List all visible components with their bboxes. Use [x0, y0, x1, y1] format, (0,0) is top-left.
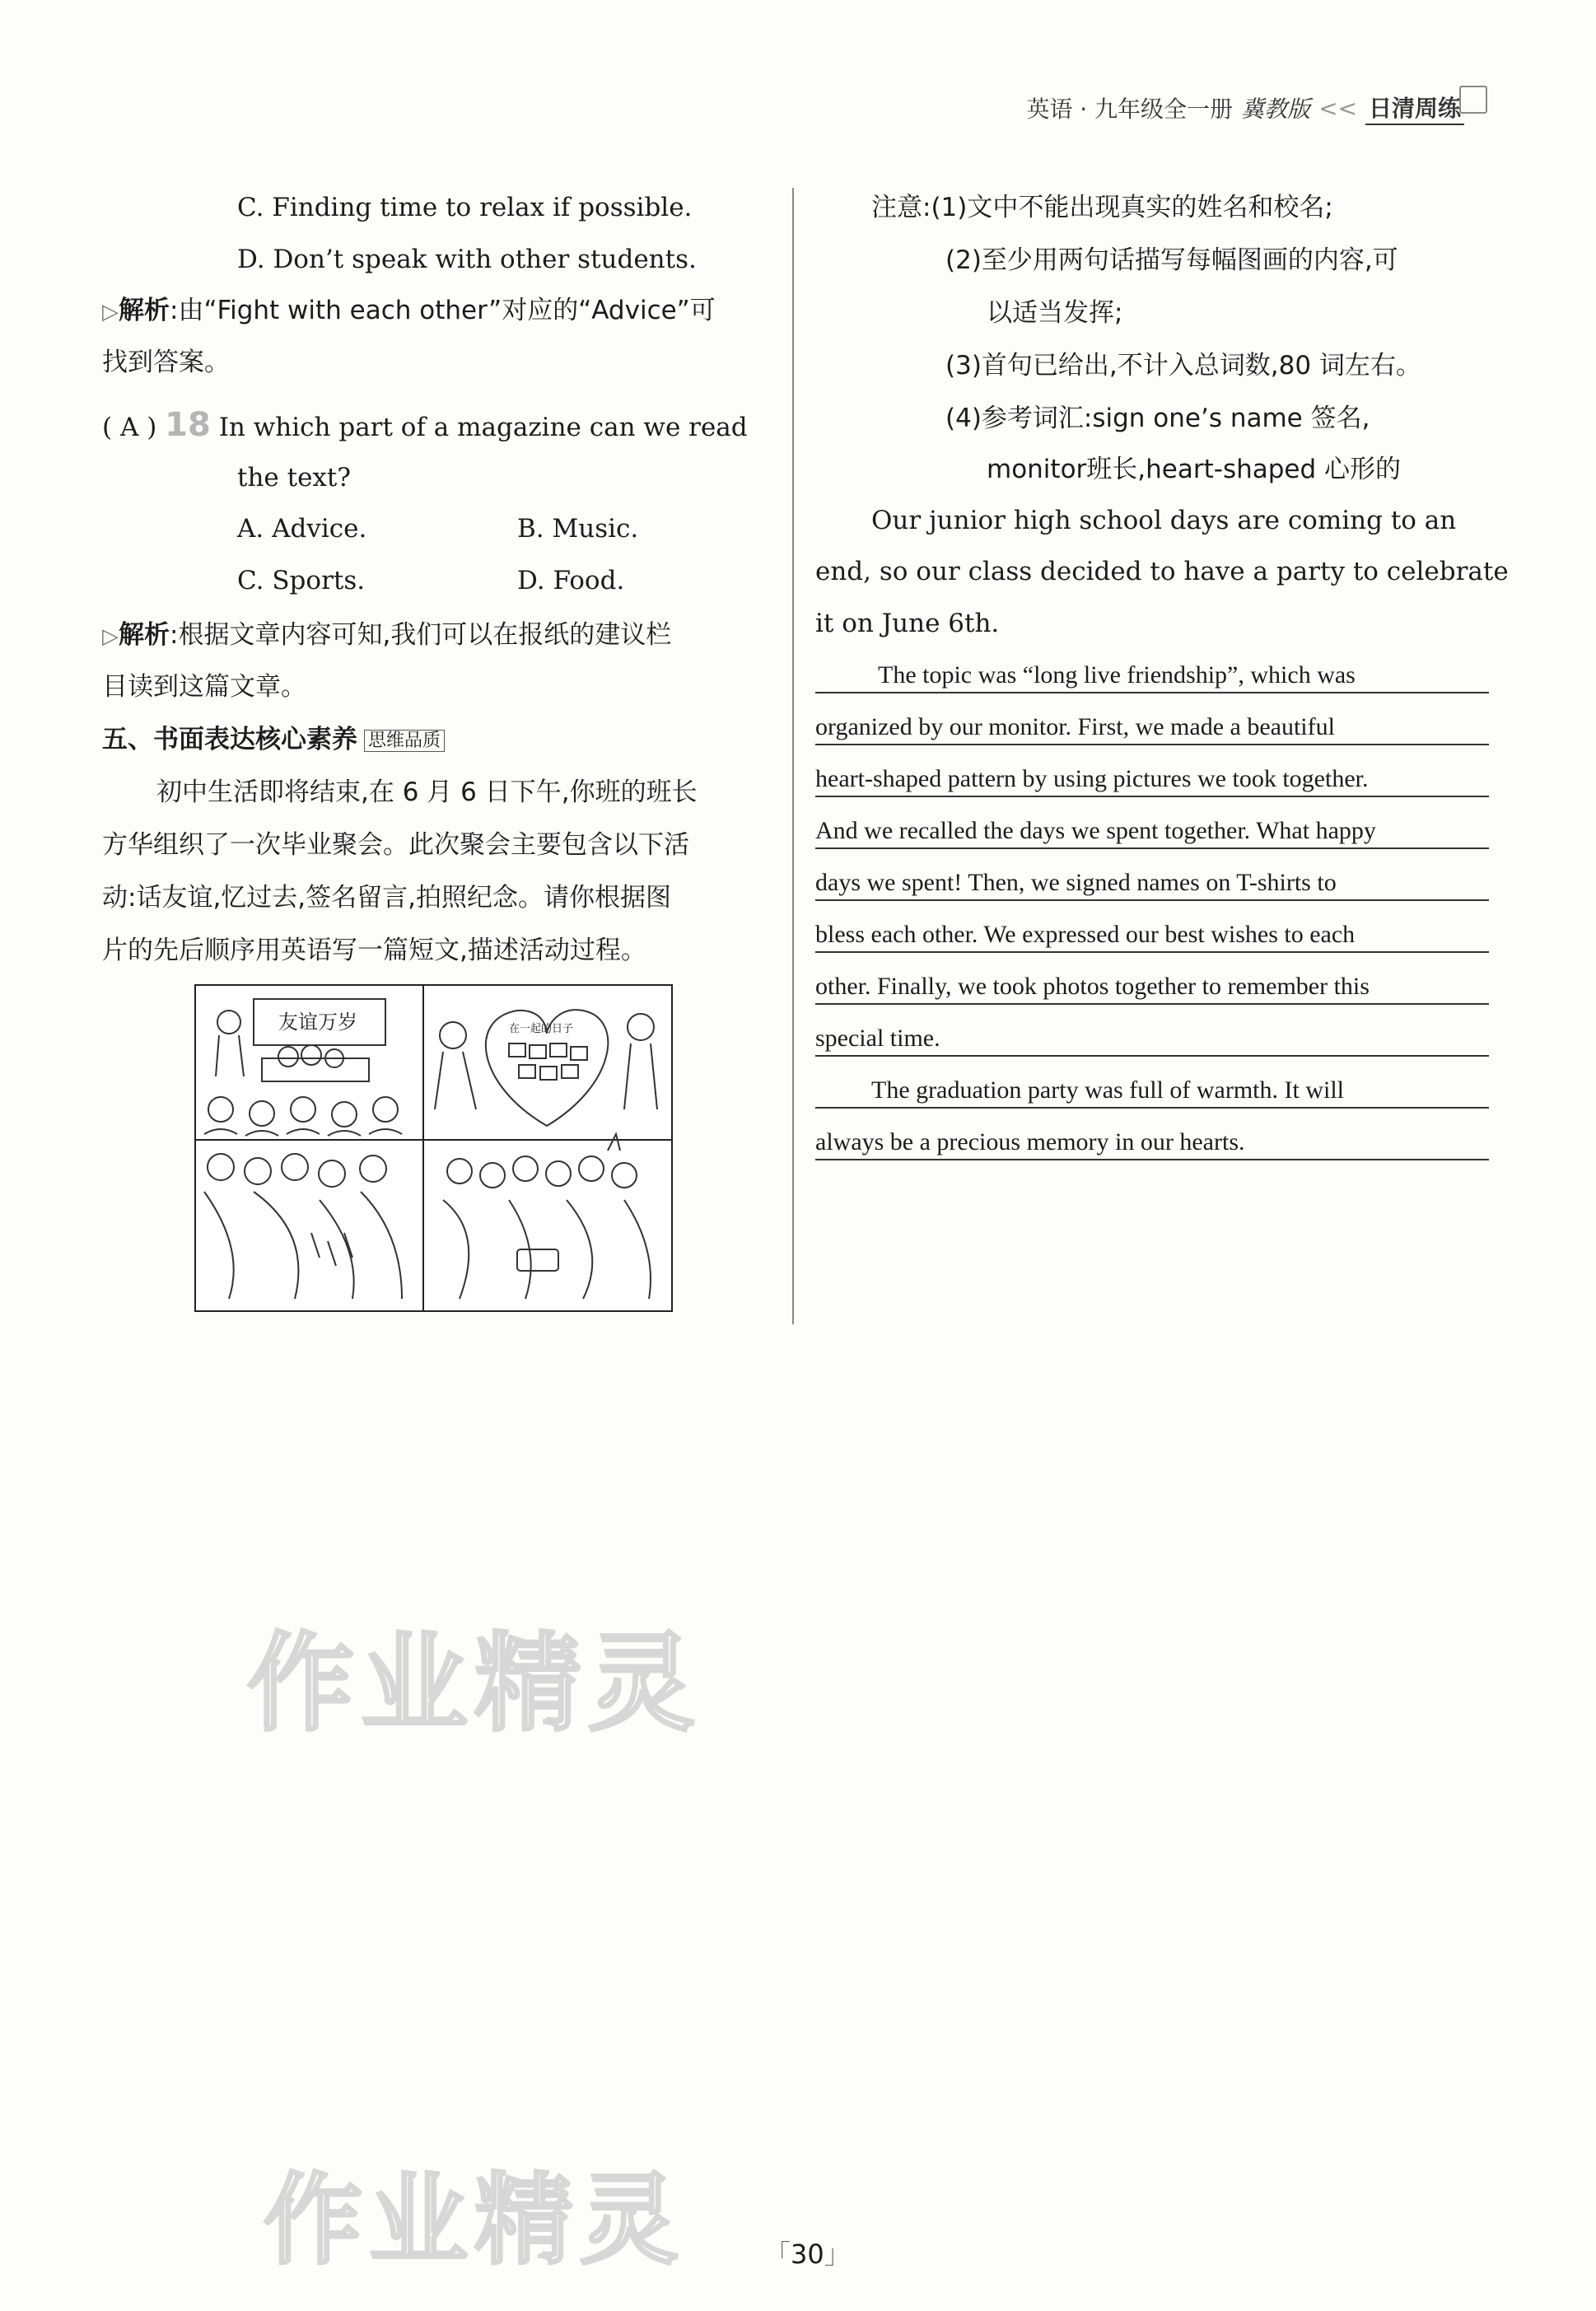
q18-option-a: A. Advice.	[237, 514, 367, 544]
column-divider	[792, 188, 794, 1324]
q18-option-d: D. Food.	[517, 566, 625, 595]
answer-line-1: The topic was “long live friendship”, which was	[815, 659, 1489, 693]
header-edition: 冀教版	[1241, 96, 1311, 123]
section-heading	[102, 723, 445, 758]
watermark: 作业精灵	[247, 1621, 702, 1746]
given-line-3: it on June 6th.	[815, 609, 1000, 638]
analysis-2	[102, 619, 671, 653]
comic-drawing	[196, 986, 671, 1310]
comic-banner-2: 在一起的日子	[509, 1023, 574, 1035]
analysis-2-line2: 目读到这篇文章。	[102, 672, 306, 702]
question-18	[102, 406, 748, 444]
note-4-line1: (4)参考词汇:sign one’s name 签名,	[945, 404, 1370, 433]
answer-line-5: days we spent! Then, we signed names on T-shirts to	[815, 866, 1489, 901]
page-number-value: 30	[791, 2239, 824, 2270]
note-2-line2: 以适当发挥;	[987, 298, 1123, 328]
given-line-1: Our junior high school days are coming to an	[871, 506, 1457, 535]
analysis-text: :由“Fight with each other”对应的“Advice”可	[170, 296, 716, 325]
answer-line-7: other. Finally, we took photos together to remember this	[815, 970, 1489, 1005]
option-d-previous: D. Don’t speak with other students.	[237, 245, 697, 274]
q18-number: 18	[165, 406, 211, 444]
prompt-line-2: 方华组织了一次毕业聚会。此次聚会主要包含以下活	[102, 830, 689, 860]
watermark-bottom: 作业精灵	[264, 2164, 685, 2278]
page-number: 「30」	[764, 2239, 851, 2270]
analysis-label: 解析	[119, 296, 170, 325]
note-4-line2: monitor班长,heart-shaped 心形的	[987, 455, 1402, 484]
answer-line-10: always be a precious memory in our hearts.	[815, 1126, 1489, 1160]
prompt-line-1: 初中生活即将结束,在 6 月 6 日下午,你班的班长	[156, 777, 698, 807]
header-arrows: <<	[1318, 94, 1357, 122]
analysis-label: 解析	[119, 620, 170, 650]
section-title: 五、书面表达核心素养	[102, 725, 357, 754]
given-line-2: end, so our class decided to have a party to celebrate	[815, 557, 1509, 586]
option-c-previous: C. Finding time to relax if possible.	[237, 193, 693, 222]
prompt-line-3: 动:话友谊,忆过去,签名留言,拍照纪念。请你根据图	[102, 883, 672, 913]
analysis-marker-icon: ▷	[102, 300, 119, 324]
q18-answer: ( A )	[102, 413, 157, 442]
analysis-text: :根据文章内容可知,我们可以在报纸的建议栏	[170, 620, 672, 650]
answer-line-8: special time.	[815, 1022, 1489, 1057]
analysis-marker-icon: ▷	[102, 624, 119, 649]
header-corner-mark	[1459, 86, 1487, 114]
analysis-1-line2: 找到答案。	[102, 348, 230, 377]
header-brand: 日清周练	[1365, 91, 1464, 125]
section-tag: 思维品质	[364, 730, 445, 752]
q18-option-b: B. Music.	[517, 514, 639, 544]
answer-line-2: organized by our monitor. First, we made a beautiful	[815, 711, 1489, 745]
answer-line-6: bless each other. We expressed our best wishes to each	[815, 918, 1489, 953]
answer-line-9: The graduation party was full of warmth. It will	[815, 1074, 1489, 1109]
note-1: 注意:(1)文中不能出现真实的姓名和校名;	[871, 193, 1333, 222]
note-2-line1: (2)至少用两句话描写每幅图画的内容,可	[945, 245, 1398, 275]
answer-line-4: And we recalled the days we spent together. What happy	[815, 815, 1489, 849]
q18-stem-line2: the text?	[237, 463, 351, 493]
q18-option-c: C. Sports.	[237, 566, 366, 595]
comic-panels	[194, 984, 673, 1312]
comic-banner-1: 友谊万岁	[278, 1011, 357, 1034]
note-3: (3)首句已给出,不计入总词数,80 词左右。	[945, 351, 1421, 380]
page-header	[1026, 91, 1464, 125]
analysis-1	[102, 294, 716, 329]
header-subject: 英语 · 九年级全一册	[1026, 96, 1234, 123]
prompt-line-4: 片的先后顺序用英语写一篇短文,描述活动过程。	[102, 936, 646, 965]
answer-line-3: heart-shaped pattern by using pictures we took together.	[815, 763, 1489, 797]
q18-stem: In which part of a magazine can we read	[218, 413, 748, 442]
